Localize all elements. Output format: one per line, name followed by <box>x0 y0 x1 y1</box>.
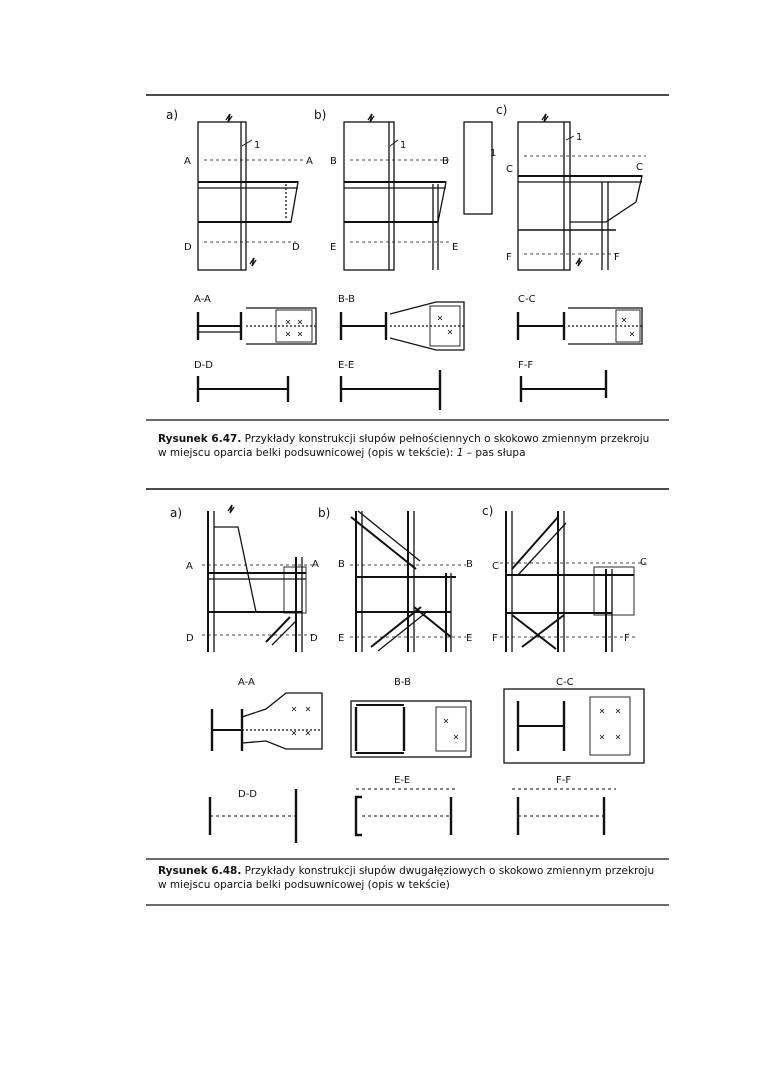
mark-c-right-bottom: F <box>614 252 620 263</box>
section-c-c <box>518 308 642 344</box>
section-label-e-e: E-E <box>338 360 355 371</box>
figure-6-48-caption <box>158 864 661 892</box>
section-label-c-c: C-C <box>518 294 536 305</box>
caption-item-number: 1 <box>456 447 464 459</box>
panel-letter-c: c) <box>496 103 508 117</box>
elevation-b <box>350 511 466 652</box>
figure-6-48 <box>146 487 669 907</box>
section-label-e-e: E-E <box>394 775 411 786</box>
mark-c-right-bottom: F <box>624 633 630 644</box>
section-label-d-d: D-D <box>238 789 258 800</box>
section-label-c-c: C-C <box>556 677 574 688</box>
section-b-b <box>341 302 464 350</box>
section-label-a-a: A-A <box>238 677 255 688</box>
mark-c-right-top: C <box>636 162 643 173</box>
mark-a-right-bottom: D <box>310 633 318 644</box>
mark-c-left-bottom: F <box>492 633 498 644</box>
panel-letter-b: b) <box>314 108 327 122</box>
mark-c-left-top: C <box>492 561 499 572</box>
flange-label-c-left: 1 <box>490 148 497 159</box>
section-a-a <box>198 308 316 344</box>
caption-line-2: w miejscu oparcia belki podsuwnicowej (opis w tekście) <box>158 879 450 891</box>
panel-letter-a: a) <box>170 506 183 520</box>
figure-6-47-caption <box>158 432 661 460</box>
mark-b-right-top: B <box>442 156 449 167</box>
section-e-e <box>341 370 440 410</box>
panel-letter-a: a) <box>166 108 179 122</box>
figure-6-47 <box>146 92 669 464</box>
flange-label-a: 1 <box>254 140 261 151</box>
mark-b-right-bottom: E <box>452 242 459 253</box>
section-label-a-a: A-A <box>194 294 211 305</box>
section-a-a <box>212 693 322 751</box>
section-label-f-f: F-F <box>556 775 572 786</box>
mark-a-right-bottom: D <box>292 242 300 253</box>
mark-c-left-bottom: F <box>506 252 512 263</box>
mark-b-left-top: B <box>330 156 337 167</box>
flange-label-b: 1 <box>400 140 407 151</box>
section-d-d <box>198 376 288 402</box>
elevation-c <box>500 511 646 652</box>
section-f-f <box>512 789 616 835</box>
section-label-f-f: F-F <box>518 360 534 371</box>
elevation-b <box>344 114 451 270</box>
mark-a-left-bottom: D <box>186 633 194 644</box>
figure-6-47-drawing <box>146 92 669 464</box>
section-b-b <box>351 701 471 757</box>
mark-a-right-top: A <box>306 156 313 167</box>
mark-a-right-top: A <box>312 559 319 570</box>
section-label-b-b: B-B <box>338 294 355 305</box>
mark-a-left-bottom: D <box>184 242 192 253</box>
flange-label-c-right: 1 <box>576 132 583 143</box>
section-c-c <box>504 689 644 763</box>
mark-b-right-top: B <box>466 559 473 570</box>
panel-letter-c: c) <box>482 504 494 518</box>
caption-text: Przykłady konstrukcji słupów dwugałęziowych o skokowo zmiennym przekroju <box>244 865 655 877</box>
caption-line-2: w miejscu oparcia belki podsuwnicowej (opis w tekście): <box>158 447 454 459</box>
mark-b-left-top: B <box>338 559 345 570</box>
section-label-b-b: B-B <box>394 677 411 688</box>
panel-letter-b: b) <box>318 506 331 520</box>
caption-label: Rysunek 6.47. <box>158 433 242 445</box>
mark-c-right-top: C <box>640 557 647 568</box>
section-label-d-d: D-D <box>194 360 214 371</box>
elevation-a <box>202 505 316 652</box>
mark-a-left-top: A <box>186 561 193 572</box>
mark-c-left-top: C <box>506 164 513 175</box>
section-e-e <box>356 789 456 835</box>
mark-a-left-top: A <box>184 156 191 167</box>
mark-b-right-bottom: E <box>466 633 473 644</box>
elevation-a <box>198 114 306 270</box>
mark-b-left-bottom: E <box>338 633 345 644</box>
caption-text: Przykłady konstrukcji słupów pełnościennych o skokowo zmiennym przekroju <box>244 433 650 445</box>
elevation-c <box>464 114 646 270</box>
figure-6-48-drawing <box>146 487 669 907</box>
caption-label: Rysunek 6.48. <box>158 865 242 877</box>
section-f-f <box>521 370 606 402</box>
caption-item-text: – pas słupa <box>466 447 526 459</box>
mark-b-left-bottom: E <box>330 242 337 253</box>
